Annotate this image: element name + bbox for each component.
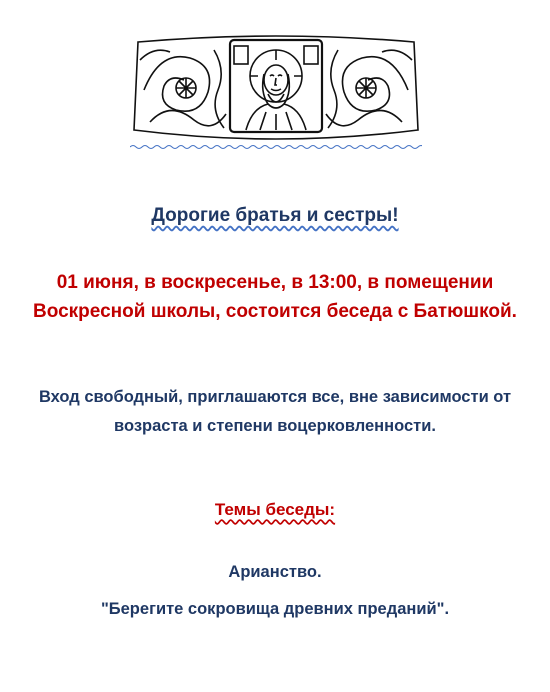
decorative-wavy-rule [130, 144, 422, 150]
greeting-heading: Дорогие братья и сестры! [151, 205, 399, 226]
entry-info: Вход свободный, приглашаются все, вне зависимости от возраста и степени воцерковленности. [38, 388, 512, 435]
event-announcement: 01 июня, в воскресенье, в 13:00, в помещении Воскресной школы, состоится беседа с Батюшкой. [33, 272, 517, 322]
topic-item: Арианство. [228, 563, 322, 581]
topic-item: "Берегите сокровища древних преданий". [100, 600, 450, 618]
orthodox-icon-ornament [130, 30, 422, 146]
topics-heading: Темы беседы: [214, 500, 336, 519]
